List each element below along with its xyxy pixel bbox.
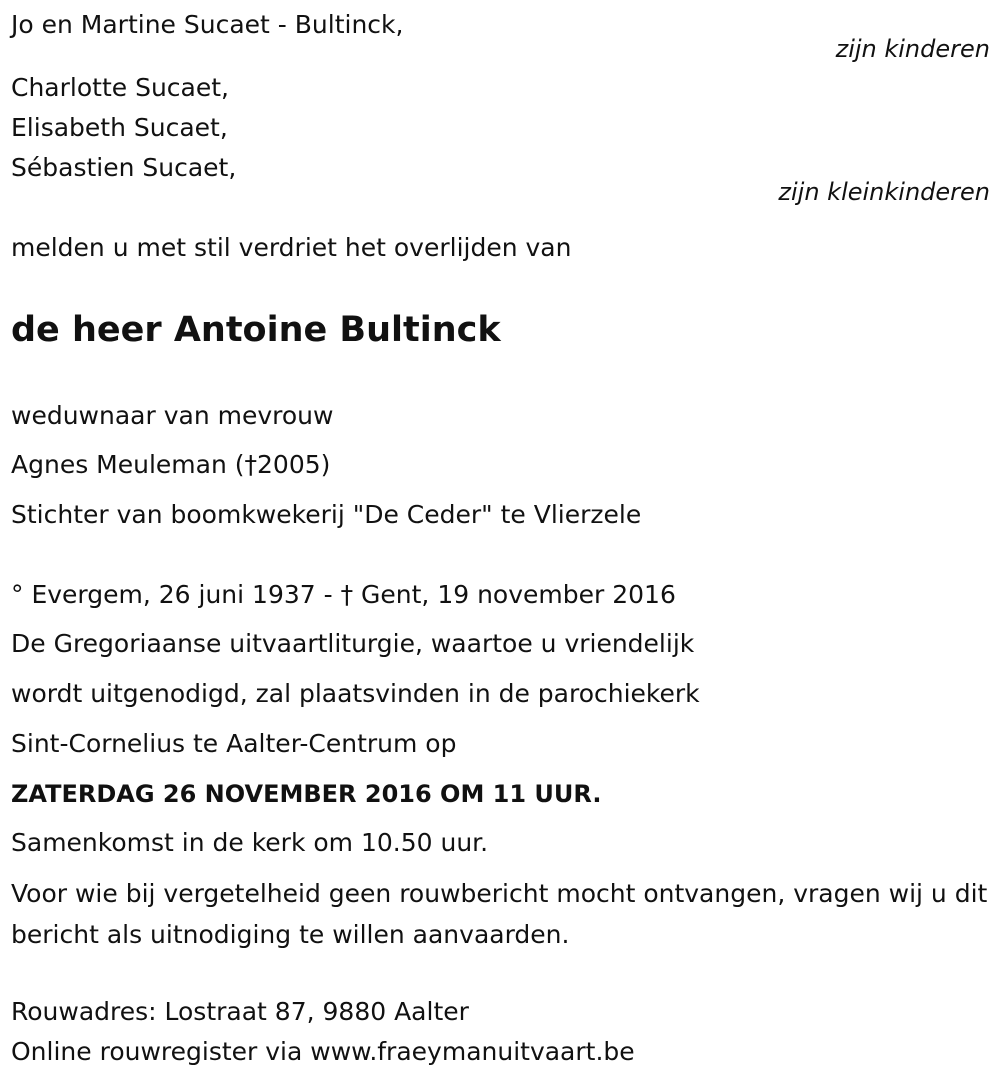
mourning-address: Rouwadres: Lostraat 87, 9880 Aalter bbox=[11, 997, 469, 1026]
founder-line: Stichter van boomkwekerij "De Ceder" te Vlierzele bbox=[11, 500, 642, 529]
ceremony-line-3: Sint-Cornelius te Aalter-Centrum op bbox=[11, 729, 457, 758]
widower-line: weduwnaar van mevrouw bbox=[11, 401, 334, 430]
ceremony-line-2: wordt uitgenodigd, zal plaatsvinden in de parochiekerk bbox=[11, 679, 700, 708]
grandchild-name: Charlotte Sucaet, bbox=[11, 73, 229, 102]
ceremony-line-1: De Gregoriaanse uitvaartliturgie, waartoe u vriendelijk bbox=[11, 629, 695, 658]
deceased-name: de heer Antoine Bultinck bbox=[11, 310, 501, 350]
grandchild-name: Elisabeth Sucaet, bbox=[11, 113, 228, 142]
gathering-time: Samenkomst in de kerk om 10.50 uur. bbox=[11, 828, 489, 857]
invitation-note: Voor wie bij vergetelheid geen rouwbericht mocht ontvangen, vragen wij u dit bericht als uitnodiging te willen aanvaarden. bbox=[11, 879, 988, 949]
children-label: zijn kinderen bbox=[835, 35, 990, 63]
grandchildren-label: zijn kleinkinderen bbox=[778, 178, 990, 206]
spouse-line: Agnes Meuleman (†2005) bbox=[11, 450, 331, 479]
children-names: Jo en Martine Sucaet - Bultinck, bbox=[11, 10, 404, 39]
life-dates: ° Evergem, 26 juni 1937 - † Gent, 19 november 2016 bbox=[11, 580, 676, 609]
grandchild-name: Sébastien Sucaet, bbox=[11, 153, 237, 182]
announcement-text: melden u met stil verdriet het overlijden van bbox=[11, 233, 572, 262]
ceremony-date: ZATERDAG 26 NOVEMBER 2016 OM 11 UUR. bbox=[11, 780, 602, 808]
online-register: Online rouwregister via www.fraeymanuitvaart.be bbox=[11, 1037, 635, 1066]
